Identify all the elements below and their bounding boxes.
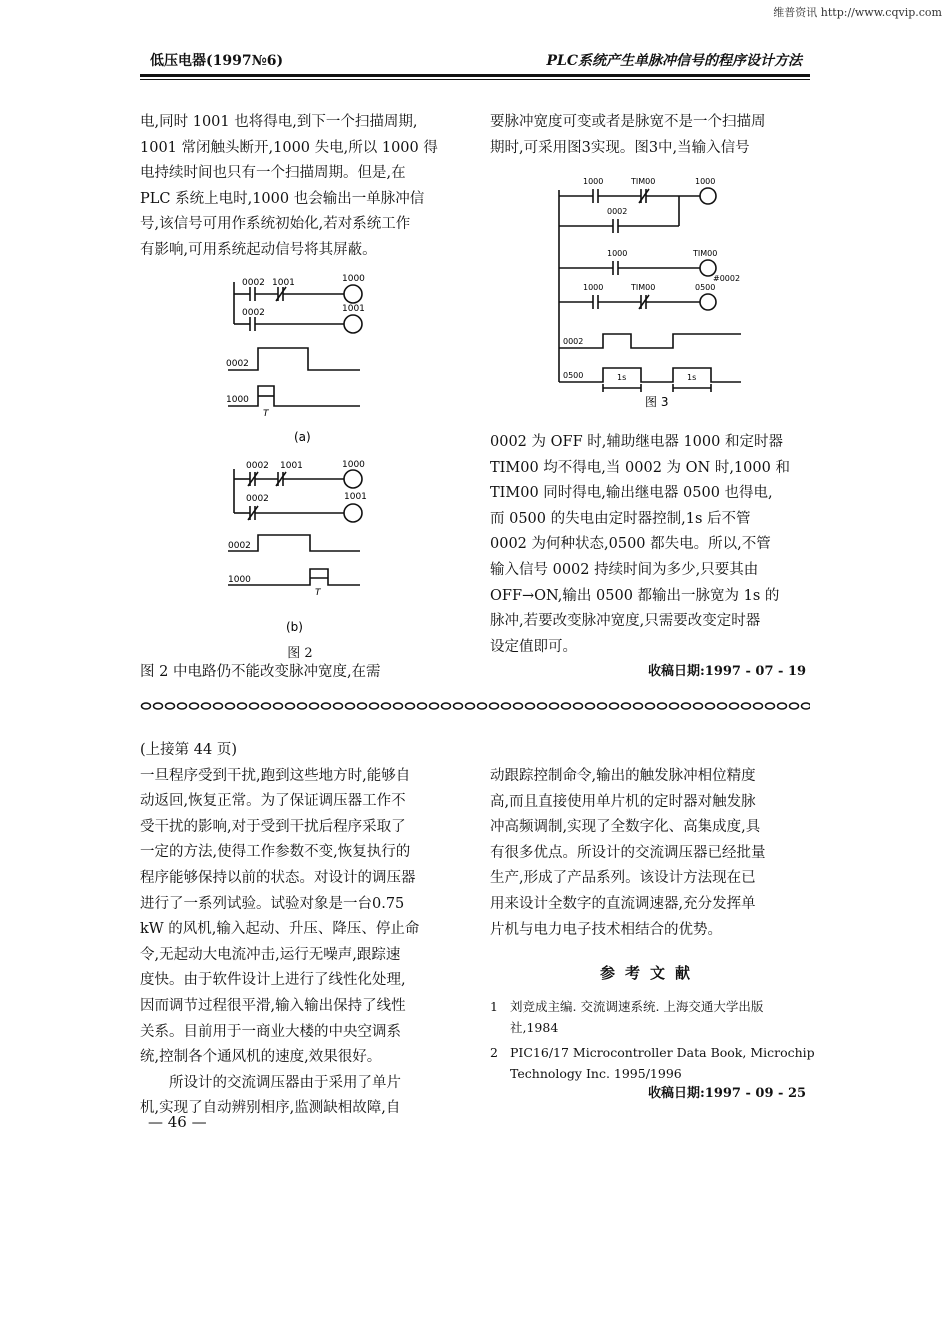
signal-label: 0500 bbox=[563, 371, 584, 380]
references-list bbox=[490, 996, 815, 1084]
reference-text: PIC16/17 Microcontroller Data Book, Microchip bbox=[510, 1045, 815, 1060]
reference-item bbox=[490, 1042, 815, 1084]
signal-label: 0002 bbox=[226, 359, 249, 369]
text-line: 动跟踪控制命令,输出的触发脉冲相位精度 bbox=[490, 768, 756, 784]
contact-label: 1001 bbox=[272, 278, 295, 288]
text-line: 统,控制各个通风机的速度,效果很好。 bbox=[140, 1049, 382, 1066]
col3-text bbox=[140, 738, 460, 1122]
col2-bottom-text bbox=[490, 430, 810, 660]
text-line: 程序能够保持以前的状态。对设计的调压器 bbox=[140, 869, 416, 886]
coil-label: 1001 bbox=[344, 492, 367, 502]
period-label: T bbox=[315, 588, 321, 598]
contact-label: 0002 bbox=[242, 278, 265, 288]
references-title: 参考文献 bbox=[599, 964, 700, 982]
contact-label: 0002 bbox=[246, 461, 269, 471]
text-line: 1001 常闭触头断开,1000 失电,所以 1000 得 bbox=[140, 139, 438, 156]
col4-text bbox=[490, 764, 810, 943]
subfigure-label: (b) bbox=[286, 620, 303, 634]
period-label: T bbox=[263, 409, 269, 419]
text-line: 令,无起动大电流冲击,运行无噪声,跟踪速 bbox=[140, 946, 401, 963]
text-line: 动返回,恢复正常。为了保证调压器工作不 bbox=[140, 793, 406, 810]
text-line: 输入信号 0002 持续时间为多少,只要其由 bbox=[490, 561, 759, 578]
reference-item bbox=[490, 996, 815, 1038]
text-line: 机,实现了自动辨别相序,监测缺相故障,自 bbox=[140, 1100, 401, 1117]
watermark: 维普资讯 http://www.cqvip.com bbox=[773, 6, 942, 19]
contact-label: 1001 bbox=[280, 461, 303, 471]
text-line: 有很多优点。所设计的交流调压器已经批量 bbox=[490, 844, 766, 861]
signal-label: 0002 bbox=[228, 541, 251, 551]
text-line: OFF→ON,输出 0500 都输出一脉宽为 1s 的 bbox=[490, 587, 780, 604]
text-line: 度快。由于软件设计上进行了线性化处理, bbox=[140, 972, 406, 989]
figure-3-caption: 图 3 bbox=[645, 395, 669, 409]
text-line: 关系。目前用于一商业大楼的中央空调系 bbox=[140, 1023, 401, 1040]
figure-2b bbox=[220, 455, 380, 640]
coil-label: 1000 bbox=[342, 460, 365, 470]
header-rule bbox=[140, 74, 810, 77]
contact-label: 1000 bbox=[583, 177, 604, 186]
text-line: 有影响,可用系统起动信号将其屏蔽。 bbox=[140, 241, 377, 258]
journal-header: 低压电器(1997№6) bbox=[150, 53, 284, 69]
contact-label: 0002 bbox=[607, 207, 628, 216]
coil-label: 1000 bbox=[342, 274, 365, 284]
text-line: 0002 为 OFF 时,辅助继电器 1000 和定时器 bbox=[490, 434, 783, 450]
text-line: 受干扰的影响,对于受到干扰后程序采取了 bbox=[140, 818, 406, 835]
text-line: 片机与电力电子技术相结合的优势。 bbox=[490, 921, 722, 938]
text-line: 所设计的交流调压器由于采用了单片 bbox=[169, 1074, 401, 1091]
signal-label: 1000 bbox=[228, 575, 251, 585]
text-line: 冲高频调制,实现了全数字化、高集成度,具 bbox=[490, 819, 761, 836]
text-line: 生产,形成了产品系列。该设计方法现在已 bbox=[490, 870, 756, 887]
coil-label: TIM00 bbox=[693, 249, 718, 258]
text-line: 号,该信号可用作系统初始化,若对系统工作 bbox=[140, 216, 411, 233]
figure-3 bbox=[555, 168, 755, 410]
contact-label: 0002 bbox=[242, 308, 265, 318]
figure-2-caption: 图 2 bbox=[287, 646, 313, 661]
text-line: 一旦程序受到干扰,跑到这些地方时,能够自 bbox=[140, 767, 411, 784]
received-date-1: 收稿日期:1997 - 07 - 19 bbox=[648, 664, 807, 679]
text-line: 脉冲,若要改变脉冲宽度,只需要改变定时器 bbox=[490, 613, 761, 630]
signal-label: 1000 bbox=[226, 395, 249, 405]
text-line: 0002 为何种状态,0500 都失电。所以,不管 bbox=[490, 536, 771, 553]
text-line: 电持续时间也只有一个扫描周期。但是,在 bbox=[140, 165, 406, 182]
coil-label: 1000 bbox=[695, 177, 716, 186]
timer-setting: #0002 bbox=[713, 274, 741, 283]
text-line: 电,同时 1001 也将得电,到下一个扫描周期, bbox=[140, 114, 418, 130]
subfigure-label: (a) bbox=[294, 430, 311, 444]
reference-text: 社,1984 bbox=[510, 1020, 559, 1035]
figure-2a bbox=[220, 270, 380, 445]
pulse-width-label: 1s bbox=[617, 373, 627, 382]
text-line: 设定值即可。 bbox=[490, 638, 577, 655]
section-divider bbox=[140, 700, 810, 712]
text-line: 要脉冲宽度可变或者是脉宽不是一个扫描周 bbox=[490, 114, 766, 130]
reference-number: 2 bbox=[490, 1045, 498, 1060]
col2-top-text bbox=[490, 110, 810, 161]
contact-label: 0002 bbox=[246, 494, 269, 504]
text-line: TIM00 均不得电,当 0002 为 ON 时,1000 和 bbox=[490, 459, 790, 476]
pulse-width-label: 1s bbox=[687, 373, 697, 382]
received-date-2: 收稿日期:1997 - 09 - 25 bbox=[648, 1086, 807, 1101]
header-rule-thin bbox=[140, 79, 810, 80]
contact-label: 1000 bbox=[583, 283, 604, 292]
col1-bottom-text: 图 2 中电路仍不能改变脉冲宽度,在需 bbox=[140, 664, 381, 680]
text-line: TIM00 同时得电,输出继电器 0500 也得电, bbox=[490, 485, 773, 502]
coil-label: 1001 bbox=[342, 304, 365, 314]
text-line: 一定的方法,使得工作参数不变,恢复执行的 bbox=[140, 844, 411, 861]
text-line: PLC 系统上电时,1000 也会输出一单脉冲信 bbox=[140, 190, 425, 207]
text-line: kW 的风机,输入起动、升压、降压、停止命 bbox=[140, 921, 420, 938]
signal-label: 0002 bbox=[563, 337, 584, 346]
contact-label: 1000 bbox=[607, 249, 628, 258]
page-number: — 46 — bbox=[148, 1113, 207, 1131]
article-title-header: PLC系统产生单脉冲信号的程序设计方法 bbox=[546, 53, 802, 69]
text-line: 而 0500 的失电由定时器控制,1s 后不管 bbox=[490, 510, 751, 527]
text-line: 因而调节过程很平滑,输入输出保持了线性 bbox=[140, 997, 406, 1014]
reference-text: 刘竞成主编. 交流调速系统. 上海交通大学出版 bbox=[510, 999, 764, 1014]
reference-text: Technology Inc. 1995/1996 bbox=[510, 1066, 682, 1081]
text-line: 用来设计全数字的直流调速器,充分发挥单 bbox=[490, 895, 756, 912]
continued-note: (上接第 44 页) bbox=[140, 742, 237, 758]
text-line: 进行了一系列试验。试验对象是一台0.75 bbox=[140, 895, 405, 912]
text-line: 高,而且直接使用单片机的定时器对触发脉 bbox=[490, 793, 756, 810]
contact-label: TIM00 bbox=[631, 283, 656, 292]
contact-label: TIM00 bbox=[631, 177, 656, 186]
text-line: 期时,可采用图3实现。图3中,当输入信号 bbox=[490, 139, 750, 156]
reference-number: 1 bbox=[490, 999, 498, 1014]
coil-label: 0500 bbox=[695, 283, 716, 292]
col1-top-text bbox=[140, 110, 460, 264]
